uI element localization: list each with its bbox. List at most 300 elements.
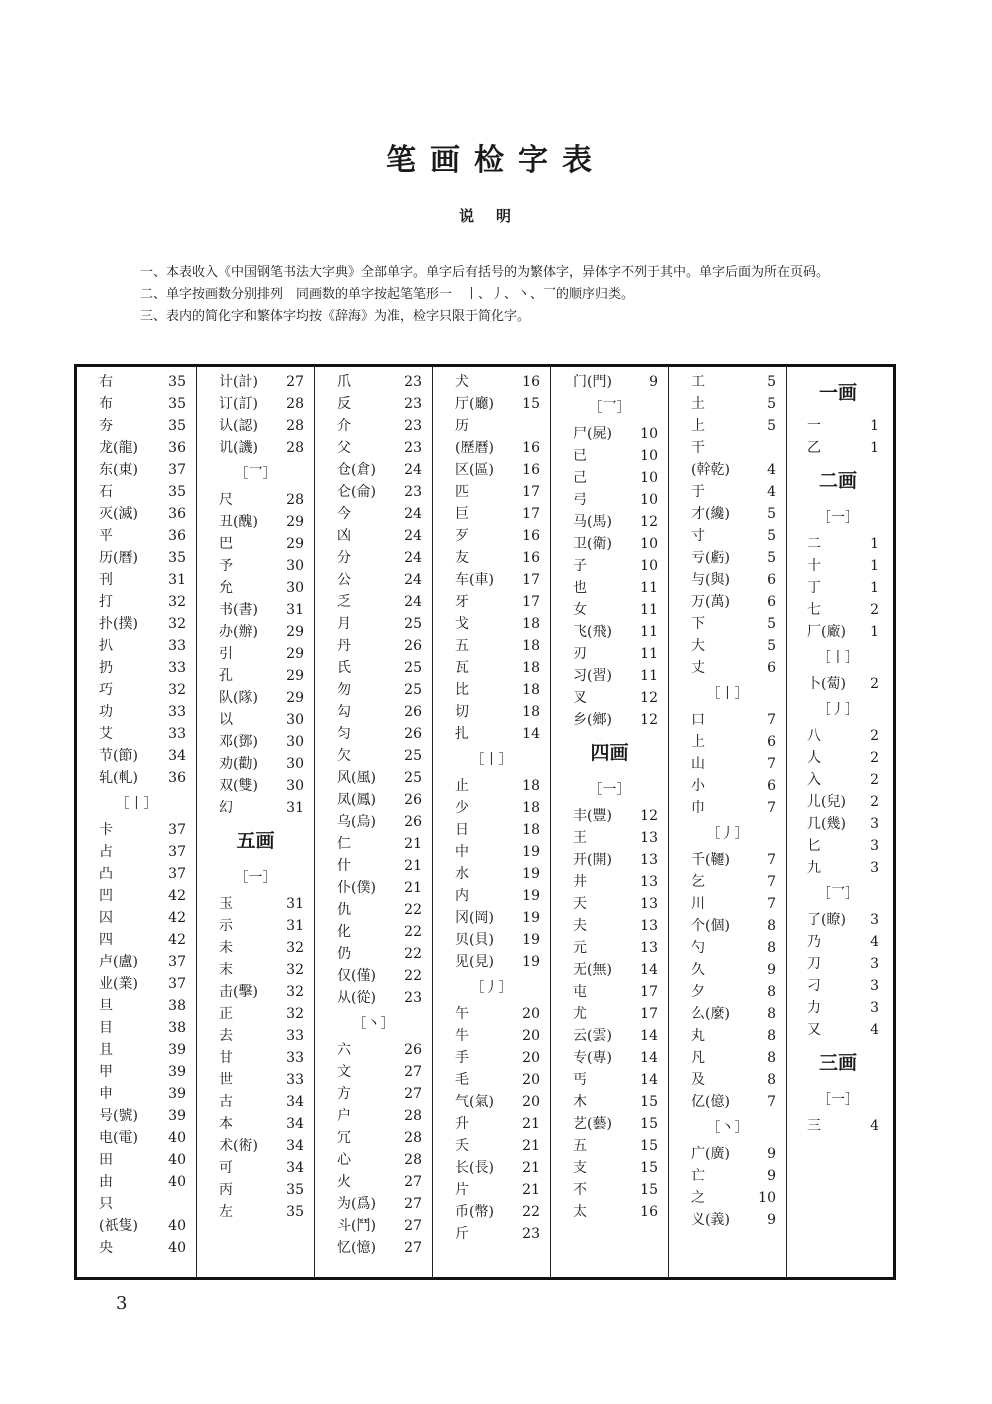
- entry-character: 上: [691, 418, 705, 434]
- index-entry: [77, 459, 196, 481]
- entry-character: 灭(滅): [99, 506, 138, 522]
- index-entry: [77, 503, 196, 525]
- index-entry: [197, 489, 314, 511]
- index-column-6: [669, 367, 787, 1277]
- entry-page: 7: [767, 1094, 776, 1110]
- entry-page: 2: [870, 676, 879, 692]
- entry-character: 乙: [807, 440, 821, 456]
- entry-page: 3: [870, 860, 879, 876]
- entry-page: 39: [168, 1042, 186, 1058]
- index-entry: [315, 1127, 432, 1149]
- entry-page: 31: [168, 572, 186, 588]
- index-entry: [787, 975, 889, 997]
- entry-page: 4: [870, 1118, 879, 1134]
- index-entry: [197, 1047, 314, 1069]
- entry-page: 28: [404, 1152, 422, 1168]
- entry-page: 34: [286, 1094, 304, 1110]
- entry-character: 义(義): [691, 1212, 730, 1228]
- stroke-type-heading: ［乛］: [588, 400, 631, 416]
- index-entry: [787, 437, 889, 459]
- entry-character: 二: [807, 536, 821, 552]
- entry-character: 斗(鬥): [337, 1218, 376, 1234]
- index-entry: [197, 1025, 314, 1047]
- entry-page: 21: [522, 1138, 540, 1154]
- entry-character: 元: [573, 940, 587, 956]
- index-entry: [433, 1179, 550, 1201]
- entry-page: 24: [404, 572, 422, 588]
- page-number: 3: [116, 1293, 128, 1314]
- entry-page: 9: [767, 962, 776, 978]
- entry-character: 公: [337, 572, 351, 588]
- index-entry: [669, 613, 786, 635]
- entry-page: 22: [404, 946, 422, 962]
- entry-character: 才(纔): [691, 506, 730, 522]
- entry-page: 35: [168, 418, 186, 434]
- entry-character: 仁: [337, 836, 351, 852]
- entry-page: 5: [767, 638, 776, 654]
- index-entry: [551, 687, 668, 709]
- entry-page: 39: [168, 1086, 186, 1102]
- entry-page: 2: [870, 750, 879, 766]
- index-entry: [315, 943, 432, 965]
- entry-character: 贝(貝): [455, 932, 494, 948]
- index-entry: [77, 745, 196, 767]
- index-entry: [433, 907, 550, 929]
- index-entry: [77, 885, 196, 907]
- index-entry: [433, 635, 550, 657]
- index-entry: [315, 547, 432, 569]
- index-column-3: [315, 367, 433, 1277]
- entry-page: 13: [640, 918, 658, 934]
- entry-character: 及: [691, 1072, 705, 1088]
- index-entry: [197, 415, 314, 437]
- index-entry: [77, 995, 196, 1017]
- index-entry: [551, 871, 668, 893]
- entry-page: 32: [168, 616, 186, 632]
- entry-character: 车(車): [455, 572, 494, 588]
- entry-page: 5: [767, 374, 776, 390]
- index-entry: [551, 937, 668, 959]
- entry-page: 27: [404, 1196, 422, 1212]
- entry-character: 尸(屍): [573, 426, 612, 442]
- entry-character: 节(節): [99, 748, 138, 764]
- index-entry: [197, 1069, 314, 1091]
- entry-page: 10: [640, 558, 658, 574]
- entry-character: 丐: [573, 1072, 587, 1088]
- index-entry: [315, 1083, 432, 1105]
- index-entry: [77, 951, 196, 973]
- entry-character: 为(爲): [337, 1196, 376, 1212]
- index-entry: [551, 915, 668, 937]
- entry-character: 五: [573, 1138, 587, 1154]
- entry-character: 片: [455, 1182, 469, 1198]
- entry-page: 18: [522, 660, 540, 676]
- index-entry: [433, 951, 550, 973]
- entry-character: 勿: [337, 682, 351, 698]
- entry-page: 7: [767, 874, 776, 890]
- index-column-2: [197, 367, 315, 1277]
- entry-page: 26: [404, 726, 422, 742]
- entry-page: 16: [522, 550, 540, 566]
- entry-page: 7: [767, 712, 776, 728]
- entry-character: 升: [455, 1116, 469, 1132]
- entry-page: 34: [168, 748, 186, 764]
- index-entry: [315, 1061, 432, 1083]
- index-entry: [787, 953, 889, 975]
- entry-page: 10: [640, 492, 658, 508]
- entry-character: 己: [573, 470, 587, 486]
- index-entry: [551, 1113, 668, 1135]
- entry-character: 世: [219, 1072, 233, 1088]
- entry-page: 35: [286, 1204, 304, 1220]
- entry-character: 土: [691, 396, 705, 412]
- entry-character: 不: [573, 1182, 587, 1198]
- index-entry: [197, 555, 314, 577]
- index-entry: [669, 893, 786, 915]
- index-entry: [669, 849, 786, 871]
- index-entry: [669, 709, 786, 731]
- index-entry: [197, 1091, 314, 1113]
- entry-character: 氏: [337, 660, 351, 676]
- index-entry: [77, 481, 196, 503]
- entry-character: 千(韆): [691, 852, 730, 868]
- entry-page: 26: [404, 704, 422, 720]
- entry-page: 28: [286, 418, 304, 434]
- entry-character: 历(曆): [99, 550, 138, 566]
- index-entry: [197, 1157, 314, 1179]
- entry-page: 32: [168, 682, 186, 698]
- entry-character: 牛: [455, 1028, 469, 1044]
- entry-character: 申: [99, 1086, 113, 1102]
- index-column-5: [551, 367, 669, 1277]
- index-entry: [77, 907, 196, 929]
- entry-page: 8: [767, 1006, 776, 1022]
- entry-page: 30: [286, 558, 304, 574]
- index-entry: [669, 915, 786, 937]
- entry-character: 文: [337, 1064, 351, 1080]
- entry-page: 8: [767, 1028, 776, 1044]
- entry-page: 21: [522, 1182, 540, 1198]
- entry-page: 28: [286, 396, 304, 412]
- index-entry: [669, 937, 786, 959]
- entry-character: 甲: [99, 1064, 113, 1080]
- entry-page: 16: [522, 374, 540, 390]
- entry-page: 10: [640, 426, 658, 442]
- entry-character: 丙: [219, 1182, 233, 1198]
- entry-page: 23: [404, 484, 422, 500]
- entry-character: 户: [337, 1108, 351, 1124]
- entry-character: 乞: [691, 874, 705, 890]
- entry-page: 6: [767, 572, 776, 588]
- index-entry: [77, 1083, 196, 1105]
- stroke-count-heading: 三画: [818, 1052, 857, 1074]
- entry-character: 十: [807, 558, 821, 574]
- entry-character: 分: [337, 550, 351, 566]
- entry-page: 24: [404, 550, 422, 566]
- entry-character: 爪: [337, 374, 351, 390]
- entry-character: 午: [455, 1006, 469, 1022]
- index-entry: [315, 1039, 432, 1061]
- entry-page: 21: [404, 880, 422, 896]
- index-entry: [315, 569, 432, 591]
- entry-page: 25: [404, 660, 422, 676]
- entry-character: 书(書): [219, 602, 258, 618]
- entry-character: 币(幣): [455, 1204, 494, 1220]
- entry-character: 仓(倉): [337, 462, 376, 478]
- index-entry: [315, 393, 432, 415]
- stroke-type-heading: ［一］: [817, 1092, 859, 1108]
- index-column-1: [77, 367, 197, 1277]
- entry-page: 1: [870, 440, 879, 456]
- entry-page: 29: [286, 536, 304, 552]
- entry-page: 29: [286, 646, 304, 662]
- stroke-type-heading: ［丨］: [115, 796, 158, 812]
- entry-character: 予: [219, 558, 233, 574]
- index-entry: [551, 643, 668, 665]
- index-entry: [197, 1113, 314, 1135]
- index-entry: [669, 1003, 786, 1025]
- entry-page: 12: [640, 808, 658, 824]
- index-entry: [787, 909, 889, 931]
- index-entry: [315, 701, 432, 723]
- index-entry: [669, 459, 786, 481]
- entry-page: 40: [168, 1218, 186, 1234]
- entry-page: 17: [640, 984, 658, 1000]
- index-entry: [433, 459, 550, 481]
- index-entry: [433, 1047, 550, 1069]
- entry-character: 轧(軋): [99, 770, 138, 786]
- index-entry: [197, 393, 314, 415]
- entry-page: 40: [168, 1152, 186, 1168]
- entry-page: 32: [168, 594, 186, 610]
- entry-page: 24: [404, 594, 422, 610]
- entry-page: 37: [168, 976, 186, 992]
- entry-character: 凡: [691, 1050, 705, 1066]
- entry-character: 丁: [807, 580, 821, 596]
- entry-page: 21: [522, 1160, 540, 1176]
- entry-character: 号(號): [99, 1108, 138, 1124]
- entry-character: 几(幾): [807, 816, 846, 832]
- index-entry: [551, 555, 668, 577]
- index-entry: [433, 1091, 550, 1113]
- index-entry: [197, 1003, 314, 1025]
- index-entry: [433, 1025, 550, 1047]
- entry-character: 水: [455, 866, 469, 882]
- entry-page: 17: [522, 506, 540, 522]
- index-entry: [433, 371, 550, 393]
- entry-character: 工: [691, 374, 705, 390]
- entry-character: 丹: [337, 638, 351, 654]
- entry-character: 四: [99, 932, 113, 948]
- entry-character: 艾: [99, 726, 113, 742]
- entry-page: 33: [168, 726, 186, 742]
- index-entry: [315, 789, 432, 811]
- entry-character: 匕: [807, 838, 821, 854]
- index-entry: [77, 635, 196, 657]
- entry-character: 女: [573, 602, 587, 618]
- index-entry: [669, 503, 786, 525]
- entry-page: 7: [767, 852, 776, 868]
- index-entry: [315, 1105, 432, 1127]
- entry-character: 巨: [455, 506, 469, 522]
- index-entry: [669, 393, 786, 415]
- stroke-type-heading: ［一］: [817, 510, 859, 526]
- entry-page: 28: [286, 440, 304, 456]
- entry-character: 上: [691, 734, 705, 750]
- entry-character: 尤: [573, 1006, 587, 1022]
- entry-page: 30: [286, 712, 304, 728]
- index-entry: [197, 753, 314, 775]
- entry-page: 4: [767, 462, 776, 478]
- entry-page: 28: [286, 492, 304, 508]
- index-entry: [77, 393, 196, 415]
- entry-page: 22: [404, 924, 422, 940]
- entry-character: 厂(廠): [807, 624, 846, 640]
- index-entry: [433, 797, 550, 819]
- index-entry: [197, 915, 314, 937]
- index-entry: [433, 569, 550, 591]
- index-entry: [551, 1003, 668, 1025]
- entry-character: 干: [691, 440, 705, 456]
- entry-page: 17: [522, 484, 540, 500]
- entry-character: 无(無): [573, 962, 612, 978]
- stroke-type-heading: ［丨］: [817, 650, 859, 666]
- entry-character: 亏(虧): [691, 550, 730, 566]
- entry-page: 11: [640, 602, 658, 618]
- index-entry: [197, 643, 314, 665]
- entry-page: 25: [404, 770, 422, 786]
- index-entry: [433, 775, 550, 797]
- entry-character: 刁: [807, 978, 821, 994]
- entry-character: 方: [337, 1086, 351, 1102]
- index-entry: [315, 899, 432, 921]
- entry-character: 屯: [573, 984, 587, 1000]
- index-entry: [197, 731, 314, 753]
- entry-page: 29: [286, 690, 304, 706]
- entry-character: 戈: [455, 616, 469, 632]
- index-entry: [787, 577, 889, 599]
- entry-character: 子: [573, 558, 587, 574]
- entry-character: 夭: [455, 1138, 469, 1154]
- entry-character: 仅(僅): [337, 968, 376, 984]
- entry-character: 允: [219, 580, 233, 596]
- entry-character: 刊: [99, 572, 113, 588]
- entry-character: 大: [691, 638, 705, 654]
- entry-character: 仇: [337, 902, 351, 918]
- entry-character: 功: [99, 704, 113, 720]
- index-entry: [315, 1149, 432, 1171]
- index-entry: [77, 1061, 196, 1083]
- index-entry: [669, 731, 786, 753]
- entry-page: 14: [640, 1050, 658, 1066]
- entry-character: 山: [691, 756, 705, 772]
- entry-page: 1: [870, 536, 879, 552]
- entry-page: 23: [404, 396, 422, 412]
- entry-character: 万(萬): [691, 594, 730, 610]
- index-entry: [315, 833, 432, 855]
- entry-page: 19: [522, 888, 540, 904]
- entry-page: 29: [286, 624, 304, 640]
- entry-page: 33: [286, 1050, 304, 1066]
- entry-character: 打: [99, 594, 113, 610]
- entry-character: 支: [573, 1160, 587, 1176]
- entry-page: 2: [870, 602, 879, 618]
- index-entry: [433, 679, 550, 701]
- entry-page: 8: [767, 940, 776, 956]
- entry-page: 31: [286, 896, 304, 912]
- entry-page: 17: [522, 594, 540, 610]
- index-entry: [315, 921, 432, 943]
- entry-page: 10: [758, 1190, 776, 1206]
- entry-page: 14: [640, 1072, 658, 1088]
- entry-page: 33: [168, 660, 186, 676]
- entry-character: 冗: [337, 1130, 351, 1146]
- entry-character: 亡: [691, 1168, 705, 1184]
- index-entry: [315, 371, 432, 393]
- stroke-count-heading: 五画: [236, 830, 275, 852]
- entry-character: 心: [337, 1152, 351, 1168]
- index-entry: [315, 723, 432, 745]
- index-entry: [551, 489, 668, 511]
- entry-page: 8: [767, 1050, 776, 1066]
- entry-page: 21: [522, 1116, 540, 1132]
- entry-character: 夕: [691, 984, 705, 1000]
- entry-character: 瓦: [455, 660, 469, 676]
- index-entry: [787, 621, 889, 643]
- entry-character: 一: [807, 418, 821, 434]
- stroke-type-heading: ［乛］: [817, 886, 859, 902]
- note-3: 三、表内的简化字和繁体字均按《辞海》为准，检字只限于简化字。: [140, 309, 531, 324]
- index-entry: [551, 709, 668, 731]
- index-entry: [551, 599, 668, 621]
- entry-character: 毛: [455, 1072, 469, 1088]
- entry-page: 23: [404, 418, 422, 434]
- entry-character: 邓(鄧): [219, 734, 258, 750]
- index-entry: [551, 533, 668, 555]
- index-entry: [433, 1003, 550, 1025]
- entry-page: 3: [870, 838, 879, 854]
- explanation-notes: [100, 262, 900, 328]
- entry-character: 电(電): [99, 1130, 138, 1146]
- entry-page: 40: [168, 1130, 186, 1146]
- entry-page: 26: [404, 1042, 422, 1058]
- entry-character: (歷曆): [455, 440, 494, 456]
- entry-character: 六: [337, 1042, 351, 1058]
- entry-character: 扎: [455, 726, 469, 742]
- entry-page: 23: [404, 990, 422, 1006]
- entry-page: 25: [404, 748, 422, 764]
- index-entry: [551, 445, 668, 467]
- index-entry: [669, 1047, 786, 1069]
- entry-character: 火: [337, 1174, 351, 1190]
- entry-character: 少: [455, 800, 469, 816]
- index-entry: [551, 1157, 668, 1179]
- index-entry: [669, 959, 786, 981]
- index-entry: [669, 775, 786, 797]
- index-entry: [669, 525, 786, 547]
- entry-page: 1: [870, 580, 879, 596]
- index-entry: [315, 965, 432, 987]
- index-entry: [77, 701, 196, 723]
- entry-page: 35: [168, 374, 186, 390]
- entry-page: 37: [168, 822, 186, 838]
- index-entry: [77, 1017, 196, 1039]
- entry-character: 扔: [99, 660, 113, 676]
- stroke-type-heading: ［丿］: [706, 826, 749, 842]
- index-entry: [551, 959, 668, 981]
- index-entry: [315, 679, 432, 701]
- entry-character: 马(馬): [573, 514, 612, 530]
